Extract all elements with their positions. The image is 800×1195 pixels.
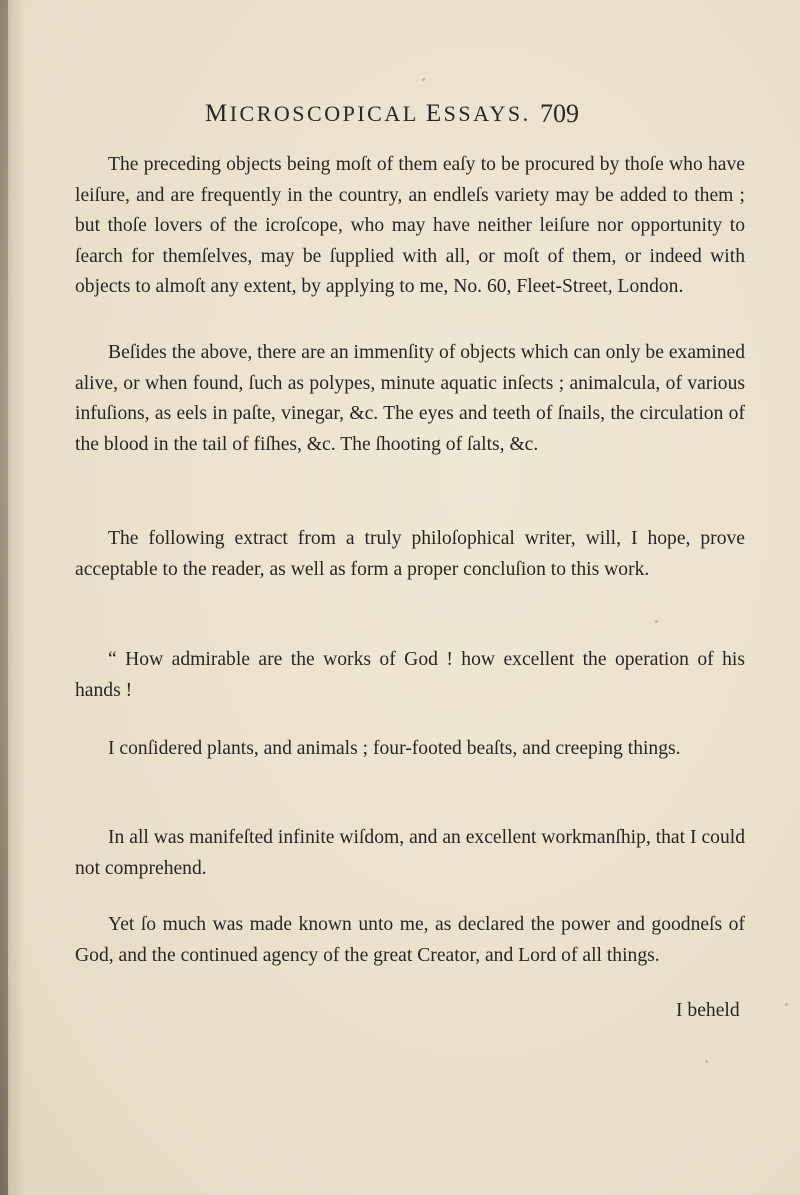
running-head-word-2: SSAYS. bbox=[443, 101, 531, 126]
paragraph-1 bbox=[75, 150, 745, 303]
paragraph-text: I conſidered plants, and animals ; four-footed beaſts, and creeping things. bbox=[108, 738, 681, 759]
catchword: I beheld bbox=[676, 1000, 740, 1021]
page-number: 709 bbox=[540, 99, 579, 128]
paragraph-text: “ How admirable are the works of God ! how excellent the operation of his hands ! bbox=[75, 649, 745, 701]
running-head-word-1: ICROSCOPICAL bbox=[229, 101, 426, 126]
running-head-cap-e: E bbox=[425, 100, 444, 127]
quotation-paragraph-3 bbox=[75, 823, 745, 884]
paragraph-text: Yet ſo much was made known unto me, as declared the power and goodneſs of God, and the continued agency of the great Creator, and Lord of all things. bbox=[75, 914, 745, 966]
running-head bbox=[205, 100, 531, 128]
quotation-paragraph-4 bbox=[75, 910, 745, 971]
running-head-cap-m: M bbox=[205, 100, 230, 127]
binding-edge bbox=[0, 0, 8, 1195]
paragraph-2 bbox=[75, 338, 745, 460]
paragraph-text: Beſides the above, there are an immenſity of objects which can only be examined alive, or when found, ſuch as polypes, minute aquatic inſects ; animalcula, of various infuſions, as eels in paſte, vinegar, &c. The eyes and teeth of ſnails, the circulation of the blood in the tail of fiſhes, &c. The ſhooting of ſalts, &c. bbox=[75, 342, 745, 455]
paper-speck bbox=[655, 620, 658, 623]
paragraph-text: The preceding objects being moſt of them eaſy to be procured by thoſe who have leiſure, and are frequently in the country, an endleſs variety may be added to them ; but thoſe lovers of the icroſcope, who may have neither leiſure nor opportunity to ſearch for themſelves, may be ſupplied with all, or moſt of them, or indeed with objects to almoſt any extent, by applying to me, No. 60, Fleet-Street, London. bbox=[75, 154, 745, 297]
quotation-paragraph-1 bbox=[75, 645, 745, 706]
paper-speck bbox=[422, 78, 425, 81]
paragraph-3 bbox=[75, 524, 745, 585]
paper-speck bbox=[785, 1003, 788, 1006]
quotation-paragraph-2 bbox=[75, 734, 745, 765]
paper-speck bbox=[705, 1060, 708, 1063]
paragraph-text: The following extract from a truly philoſophical writer, will, I hope, prove acceptable to the reader, as well as form a proper concluſion to this work. bbox=[75, 528, 745, 580]
paragraph-text: In all was manifeſted infinite wiſdom, and an excellent workmanſhip, that I could not comprehend. bbox=[75, 827, 745, 879]
